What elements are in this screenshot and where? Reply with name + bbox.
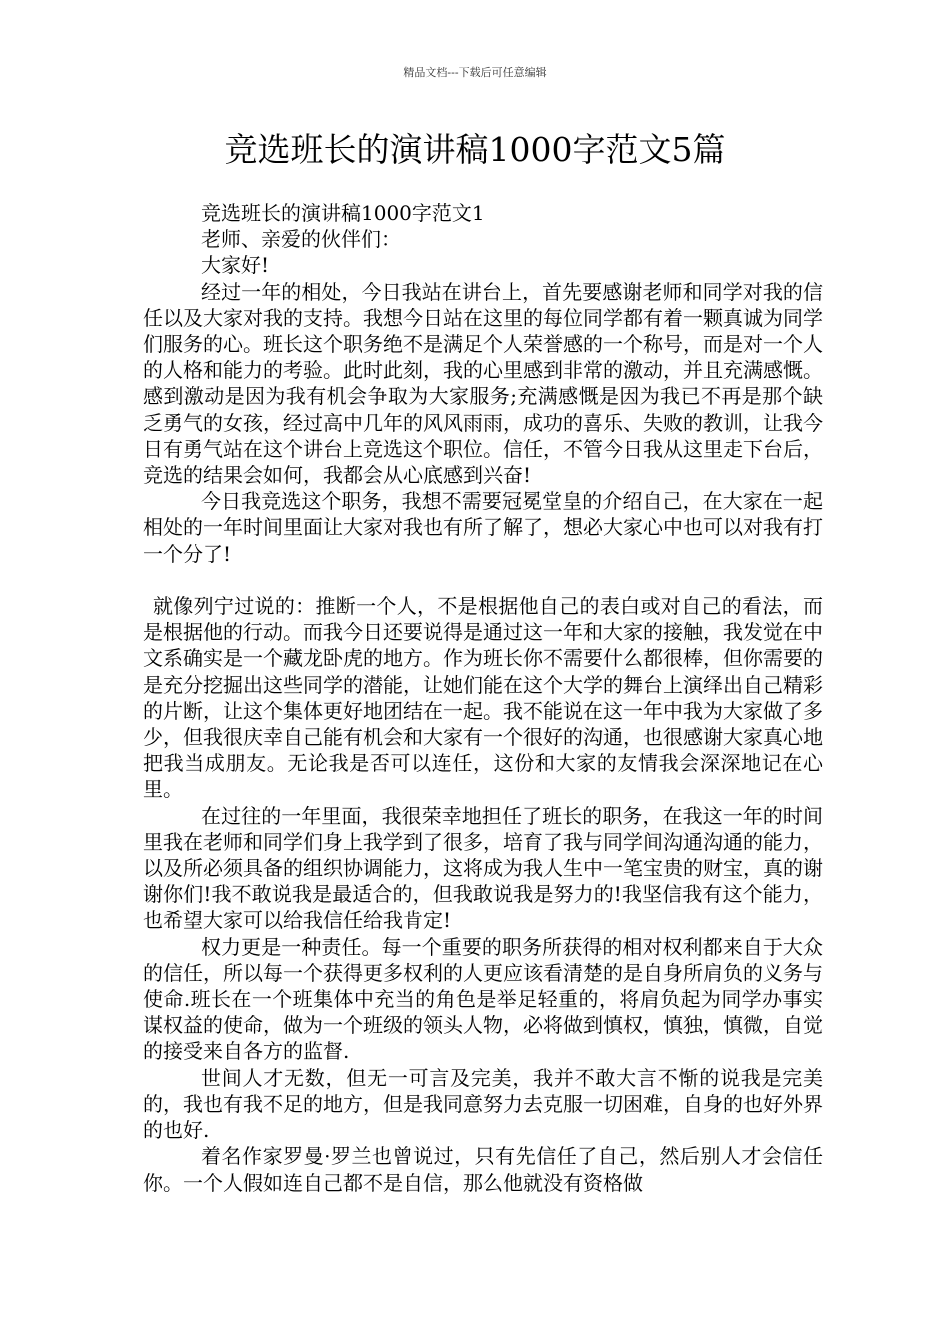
paragraph-7: 着名作家罗曼·罗兰也曾说过，只有先信任了自己，然后别人才会信任你。一个人假如连自己都不是自信，那么他就没有资格做 [143,1144,823,1195]
paragraph-3: 就像列宁过说的：推断一个人，不是根据他自己的表白或对自己的看法，而是根据他的行动。而我今日还要说得是通过这一年和大家的接触，我发觉在中文系确实是一个藏龙卧虎的地方。作为班长你不需要什么都很棒，但你需要的是充分挖掘出这些同学的潜能，让她们能在这个大学的舞台上演绎出自己精彩的片断，让这个集体更好地团结在一起。我不能说在这一年中我为大家做了多少，但我很庆幸自己能有机会和大家有一个很好的沟通，也很感谢大家真心地把我当成朋友。无论我是否可以连任，这份和大家的友情我会深深地记在心里。 [143,594,823,802]
paragraph-6: 世间人才无数，但无一可言及完美，我并不敢大言不惭的说我是完美的，我也有我不足的地方，但是我同意努力去克服一切困难，自身的也好外界的也好. [143,1065,823,1143]
paragraph-5: 权力更是一种责任。每一个重要的职务所获得的相对权利都来自于大众的信任，所以每一个获得更多权利的人更应该看清楚的是自身所肩负的义务与使命.班长在一个班集体中充当的角色是举足轻重的，将肩负起为同学办事实谋权益的使命，做为一个班级的领头人物，必将做到慎权，慎独，慎微，自觉的接受来自各方的监督. [143,934,823,1064]
page-header: 精品文档---下载后可任意编辑 [403,66,547,79]
blank-line [143,567,823,593]
greeting: 大家好! [201,253,270,278]
paragraph-1: 经过一年的相处，今日我站在讲台上，首先要感谢老师和同学对我的信任以及大家对我的支持。我想今日站在这里的每位同学都有着一颗真诚为同学们服务的心。班长这个职务绝不是满足个人荣誉感的一个称号，而是对一个人的人格和能力的考验。此时此刻，我的心里感到非常的激动，并且充满感慨。感到激动是因为我有机会争取为大家服务;充满感慨是因为我已不再是那个缺乏勇气的女孩，经过高中几年的风风雨雨，成功的喜乐、失败的教训，让我今日有勇气站在这个讲台上竞选这个职位。信任，不管今日我从这里走下台后，竞选的结果会如何，我都会从心底感到兴奋! [143,279,823,488]
paragraph-2: 今日我竞选这个职务，我想不需要冠冕堂皇的介绍自己，在大家在一起相处的一年时间里面让大家对我也有所了解了，想必大家心中也可以对我有打一个分了! [143,489,823,566]
salutation: 老师、亲爱的伙伴们： [201,227,401,252]
document-subtitle: 竞选班长的演讲稿1000字范文1 [201,201,485,225]
paragraph-4: 在过往的一年里面，我很荣幸地担任了班长的职务，在我这一年的时间里我在老师和同学们身上我学到了很多，培育了我与同学间沟通沟通的能力，以及所必须具备的组织协调能力，这将成为我人生中一笔宝贵的财宝，真的谢谢你们!我不敢说我是最适合的，但我敢说我是努力的!我坚信我有这个能力，也希望大家可以给我信任给我肯定! [143,803,823,933]
document-body [143,200,823,1196]
document-title: 竞选班长的演讲稿1000字范文5篇 [224,130,726,169]
